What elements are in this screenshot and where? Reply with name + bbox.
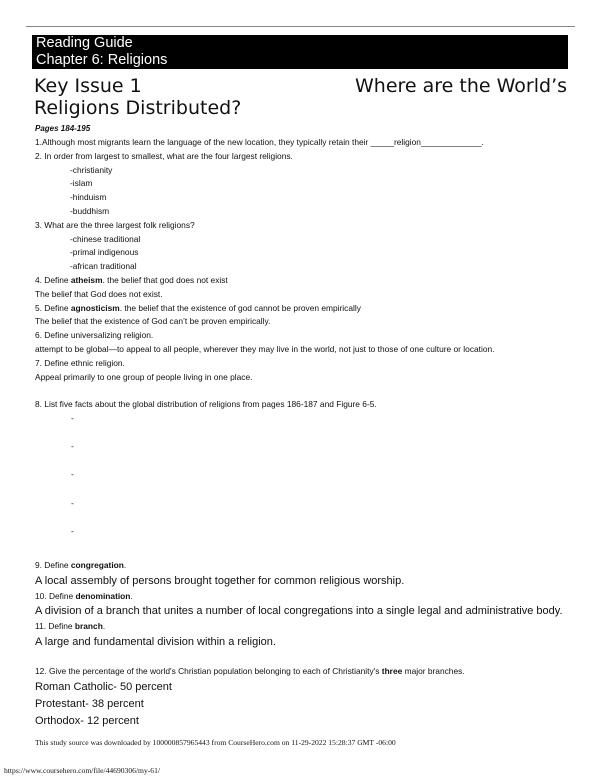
question-suffix: . the belief that the existence of god cannot be proven empirically xyxy=(119,302,361,313)
answer-11: A large and fundamental division within a religion. xyxy=(35,636,276,649)
page-range: Pages 184-195 xyxy=(35,124,91,133)
term: agnosticism xyxy=(70,302,120,313)
question-suffix: . xyxy=(130,590,133,601)
term: denomination xyxy=(75,590,131,601)
fact-dash: - xyxy=(71,497,74,508)
fact-dash: - xyxy=(71,412,74,423)
question-suffix: . xyxy=(123,559,127,570)
answer-item: -chinese traditional xyxy=(70,233,141,244)
download-notice: This study source was downloaded by 100000857965443 from CourseHero.com on 11-29-2022 15:28:37 GMT -06:00 xyxy=(35,738,396,747)
fact-list xyxy=(35,412,575,553)
title-banner xyxy=(32,35,568,69)
question-3: 3. What are the three largest folk religions? xyxy=(35,219,195,230)
question-5 xyxy=(35,302,575,316)
answer-5: The belief that the existence of God can’t be proven empirically. xyxy=(35,316,271,327)
question-11 xyxy=(35,620,575,634)
question-2: 2. In order from largest to smallest, what are the four largest religions. xyxy=(35,150,293,161)
answer-item: -buddhism xyxy=(70,205,110,216)
guide-body xyxy=(35,136,575,730)
question-prefix: 10. Define xyxy=(35,590,76,601)
fact-dash: - xyxy=(71,441,74,452)
question-6: 6. Define universalizing religion. xyxy=(35,330,154,341)
answer-item: -african traditional xyxy=(70,261,137,272)
question-7: 7. Define ethnic religion. xyxy=(35,357,125,368)
question-12 xyxy=(35,665,575,679)
term: three xyxy=(381,666,403,677)
question-9 xyxy=(35,559,575,573)
question-prefix: 4. Define xyxy=(35,274,71,285)
fact-dash: - xyxy=(71,469,74,480)
answer-12-catholic: Roman Catholic- 50 percent xyxy=(35,680,172,693)
banner-chapter: Chapter 6: Religions xyxy=(36,52,168,68)
term: atheism xyxy=(70,274,103,285)
answer-9: A local assembly of persons brought together for common religious worship. xyxy=(35,574,405,587)
answer-7: Appeal primarily to one group of people living in one place. xyxy=(35,371,253,382)
question-prefix: 5. Define xyxy=(35,302,71,313)
answer-item: -islam xyxy=(70,178,93,189)
source-url[interactable]: https://www.coursehero.com/file/44690306/my-61/ xyxy=(4,766,160,775)
answer-10: A division of a branch that unites a number of local congregations into a single legal and administrative body. xyxy=(35,605,563,618)
top-divider xyxy=(26,26,575,27)
banner-title: Reading Guide xyxy=(36,35,133,51)
answer-12-protestant: Protestant- 38 percent xyxy=(35,697,144,710)
question-suffix: . xyxy=(102,621,106,632)
answer-item: -christianity xyxy=(70,164,113,175)
key-issue-heading: Key Issue 1 xyxy=(34,75,142,97)
question-8: 8. List five facts about the global distribution of religions from pages 186-187 and Figure 6-5. xyxy=(35,399,377,410)
answer-item: -primal indigenous xyxy=(70,247,139,258)
answer-12-orthodox: Orthodox- 12 percent xyxy=(35,714,139,727)
key-issue-question-cont: Religions Distributed? xyxy=(34,97,242,119)
key-issue-question: Where are the World’s xyxy=(355,75,568,97)
question-4 xyxy=(35,274,575,288)
term: congregation xyxy=(70,559,124,570)
question-suffix: . the belief that god does not exist xyxy=(102,274,228,285)
fact-dash: - xyxy=(71,525,74,536)
answer-item: -hinduism xyxy=(70,192,107,203)
question-prefix: 12. Give the percentage of the world's Christian population belonging to each of Christianity's xyxy=(35,666,382,677)
question-prefix: 9. Define xyxy=(35,559,71,570)
question-10 xyxy=(35,590,575,604)
question-1: 1.Although most migrants learn the language of the new location, they typically retain their _____religion_____________. xyxy=(35,137,484,147)
term: branch xyxy=(74,621,103,632)
answer-6: attempt to be global—to appeal to all people, wherever they may live in the world, not just to those of one culture or location. xyxy=(35,343,495,354)
question-prefix: 11. Define xyxy=(35,621,75,632)
question-suffix: major branches. xyxy=(402,666,465,677)
answer-4: The belief that God does not exist. xyxy=(35,288,163,299)
